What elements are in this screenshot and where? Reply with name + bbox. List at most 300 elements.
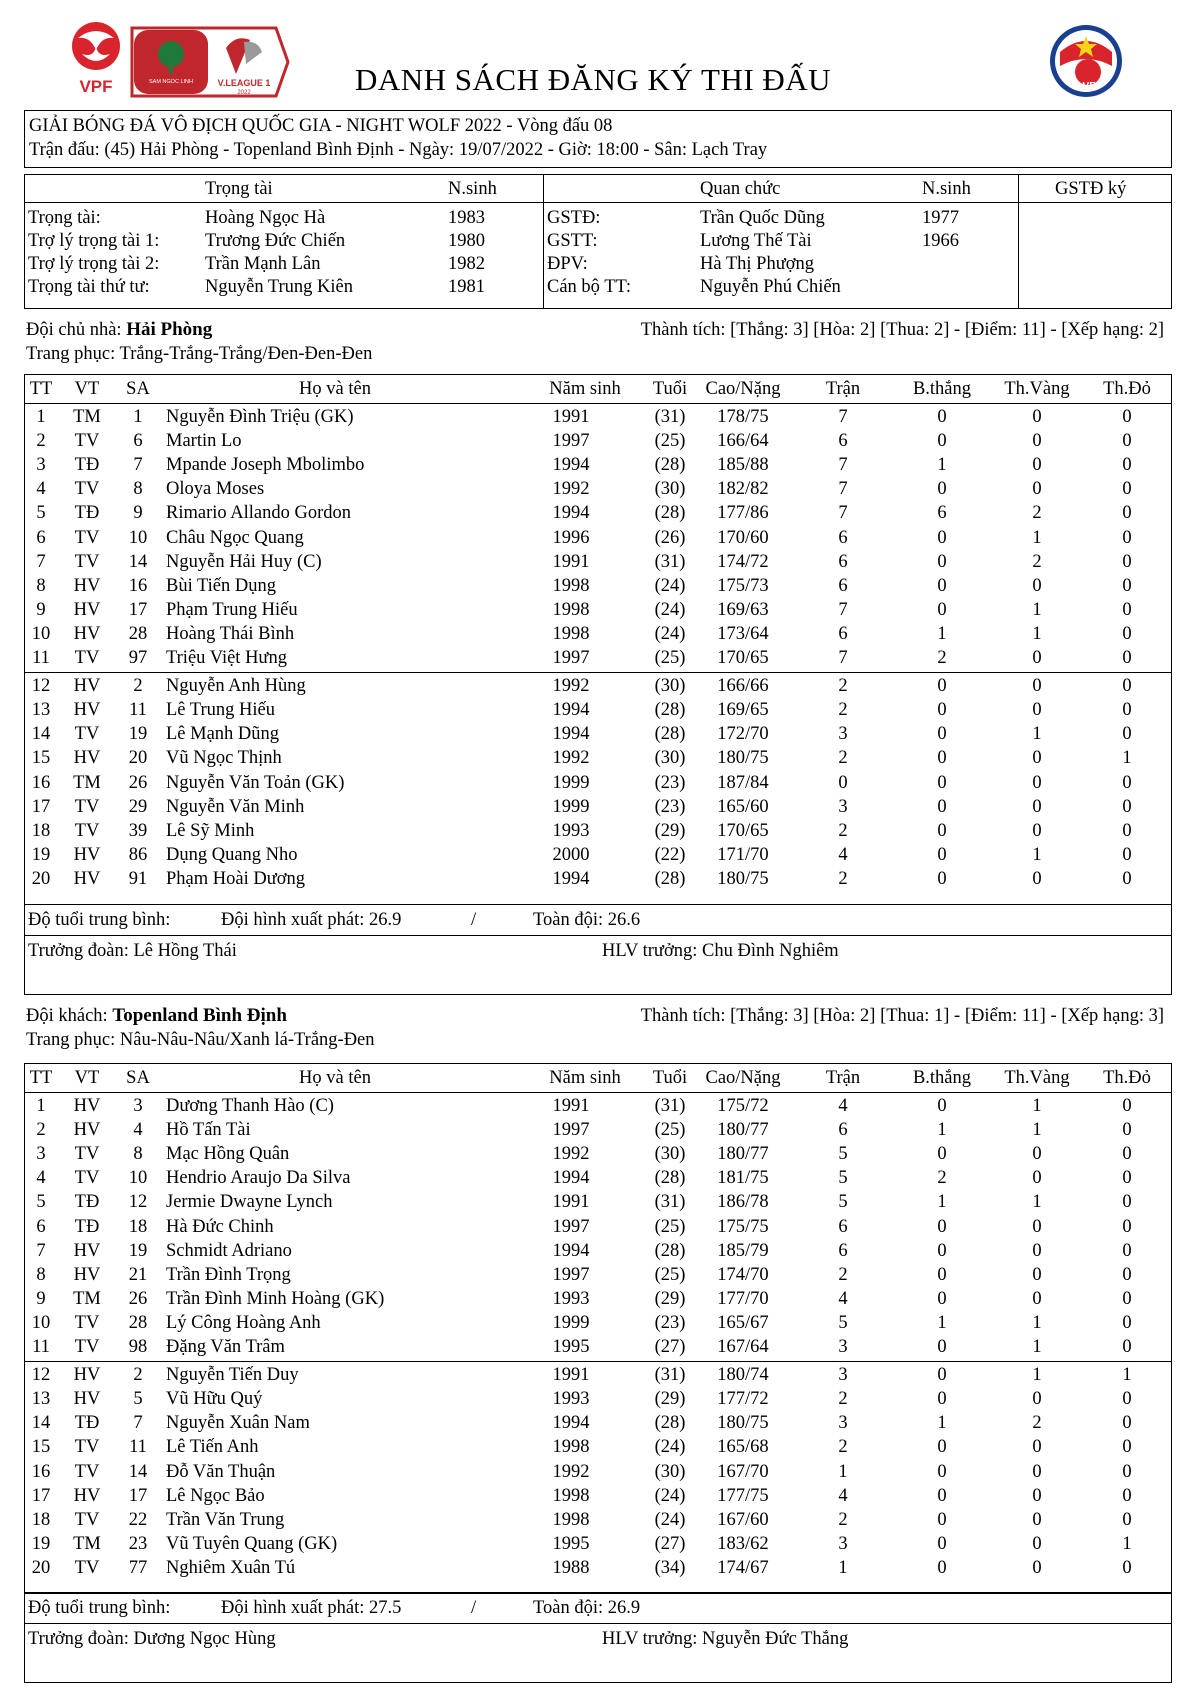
cell-year: 1998 [552,623,590,644]
cell-age: (23) [654,796,686,817]
cell-sa: 91 [128,868,148,889]
cell-vt: TV [74,1337,100,1357]
cell-goals: 0 [937,796,947,817]
cell-sa: 2 [133,1365,143,1386]
cell-sa: 3 [133,1096,143,1116]
cell-matches: 7 [838,479,848,500]
cell-matches: 4 [838,1096,848,1116]
cell-vt: TV [74,1168,100,1189]
away-manager: Trưởng đoàn: Dương Ngọc Hùng [28,1629,276,1649]
cell-hw: 186/78 [717,1192,769,1213]
cell-sa: 20 [128,748,148,769]
cell-year: 1992 [552,676,590,697]
column-header-sa: SA [126,379,150,399]
cell-matches: 2 [838,1437,848,1458]
cell-age: (29) [654,820,686,841]
cell-matches: 2 [838,700,848,721]
cell-red: 0 [1122,648,1132,668]
cell-hw: 169/63 [717,599,769,620]
cell-year: 1995 [552,1337,590,1357]
cell-red: 0 [1122,1168,1132,1189]
cell-tt: 19 [31,1533,51,1554]
cell-sa: 98 [128,1337,148,1357]
cell-name: Nguyễn Xuân Nam [166,1413,310,1434]
cell-goals: 0 [937,1485,947,1506]
cell-yellow: 0 [1032,772,1042,793]
cell-age: (28) [654,1240,686,1261]
cell-yellow: 0 [1032,796,1042,817]
cell-sa: 5 [133,1389,143,1410]
cell-age: (24) [654,623,686,644]
cell-age: (24) [654,1509,686,1530]
referee-role: Trọng tài: [28,208,101,228]
cell-goals: 0 [937,700,947,721]
away-roster-table [24,1063,1172,1594]
cell-tt: 2 [36,1120,46,1141]
cell-year: 1993 [552,1288,590,1309]
cell-age: (31) [654,407,686,427]
cell-matches: 4 [838,1288,848,1309]
cell-hw: 187/84 [717,772,769,793]
cell-sa: 19 [128,724,148,745]
table-row [25,477,1171,501]
table-row [25,1508,1171,1532]
table-row [25,1484,1171,1508]
cell-matches: 6 [838,1120,848,1141]
cell-age: (24) [654,575,686,596]
cell-age: (25) [654,1120,686,1141]
cell-matches: 2 [838,820,848,841]
vleague-logo [126,18,294,106]
cell-red: 0 [1122,1264,1132,1285]
cell-name: Lý Công Hoàng Anh [166,1312,321,1333]
cell-name: Lê Tiến Anh [166,1437,259,1458]
home-roster-table [24,374,1172,905]
cell-hw: 180/75 [717,868,769,889]
away-avg-label: Độ tuổi trung bình: [28,1598,171,1618]
cell-tt: 14 [31,1413,51,1434]
cell-age: (23) [654,1312,686,1333]
cell-hw: 174/72 [717,551,769,572]
cell-matches: 3 [838,796,848,817]
cell-tt: 7 [36,1240,46,1261]
cell-goals: 0 [937,820,947,841]
cell-vt: HV [73,1389,101,1410]
table-row [25,1118,1171,1142]
column-header-vt: VT [74,379,100,399]
cell-tt: 16 [31,1461,51,1482]
cell-name: Đỗ Văn Thuận [166,1461,276,1482]
cell-red: 0 [1122,724,1132,745]
cell-tt: 6 [36,527,46,548]
cell-red: 0 [1122,1216,1132,1237]
cell-age: (30) [654,1461,686,1482]
cell-year: 1998 [552,599,590,620]
cell-sa: 26 [128,1288,148,1309]
cell-red: 1 [1122,748,1132,769]
official-name: Trần Quốc Dũng [700,208,825,228]
cell-name: Hoàng Thái Bình [166,623,295,644]
cell-name: Nguyễn Đình Triệu (GK) [166,407,354,427]
cell-name: Nguyễn Anh Hùng [166,676,306,697]
cell-year: 1998 [552,1485,590,1506]
cell-sa: 16 [128,575,148,596]
cell-year: 1997 [552,1216,590,1237]
cell-goals: 0 [937,1533,947,1554]
officials-header-birth1: N.sinh [448,179,497,199]
cell-name: Mạc Hồng Quân [166,1144,290,1165]
cell-red: 0 [1122,1192,1132,1213]
cell-age: (30) [654,748,686,769]
cell-year: 1992 [552,748,590,769]
table-row [25,1363,1171,1387]
cell-matches: 2 [838,676,848,697]
table-row [25,819,1171,843]
cell-age: (30) [654,1144,686,1165]
cell-sa: 7 [133,455,143,476]
cell-sa: 28 [128,623,148,644]
cell-hw: 177/70 [717,1288,769,1309]
cell-red: 0 [1122,1509,1132,1530]
away-table-header [25,1066,1171,1090]
table-row [25,1387,1171,1411]
cell-yellow: 0 [1032,1264,1042,1285]
referee-role: Trợ lý trọng tài 1: [28,231,160,251]
cell-matches: 3 [838,724,848,745]
cell-matches: 2 [838,1509,848,1530]
cell-red: 0 [1122,844,1132,865]
official-year: 1977 [922,208,959,228]
cell-red: 0 [1122,700,1132,721]
cell-red: 1 [1122,1533,1132,1554]
referee-name: Trần Mạnh Lân [205,254,321,274]
cell-tt: 1 [36,407,46,427]
cell-sa: 39 [128,820,148,841]
cell-tt: 11 [32,1337,50,1357]
cell-sa: 8 [133,479,143,500]
table-row [25,1239,1171,1263]
cell-yellow: 0 [1032,648,1042,668]
cell-age: (27) [654,1533,686,1554]
cell-vt: HV [73,1240,101,1261]
cell-matches: 6 [838,551,848,572]
cell-red: 0 [1122,599,1132,620]
cell-name: Hà Đức Chinh [166,1216,274,1237]
cell-age: (29) [654,1288,686,1309]
cell-name: Jermie Dwayne Lynch [166,1192,333,1213]
cell-matches: 6 [838,527,848,548]
officials-header-official: Quan chức [700,179,781,199]
cell-year: 1995 [552,1533,590,1554]
cell-sa: 22 [128,1509,148,1530]
table-row [25,1311,1171,1335]
away-team-line [26,1004,287,1028]
cell-goals: 0 [937,1144,947,1165]
cell-red: 0 [1122,676,1132,697]
cell-tt: 17 [31,796,51,817]
officials-header-birth2: N.sinh [922,179,971,199]
cell-sa: 17 [128,1485,148,1506]
away-team-label: Đội khách: [26,1006,108,1026]
cell-tt: 19 [31,844,51,865]
cell-hw: 167/60 [717,1509,769,1530]
cell-red: 0 [1122,1461,1132,1482]
cell-sa: 18 [128,1216,148,1237]
cell-hw: 175/72 [717,1096,769,1116]
cell-goals: 1 [937,455,947,476]
cell-vt: HV [73,676,101,697]
cell-yellow: 0 [1032,1557,1042,1578]
away-summary-box [24,1592,1172,1624]
cell-tt: 18 [31,820,51,841]
cell-yellow: 1 [1032,1192,1042,1213]
table-row [25,795,1171,819]
cell-hw: 169/65 [717,700,769,721]
cell-vt: HV [73,700,101,721]
cell-tt: 10 [31,1312,51,1333]
cell-tt: 6 [36,1216,46,1237]
cell-goals: 0 [937,1216,947,1237]
cell-year: 1994 [552,724,590,745]
official-name: Lương Thế Tài [700,231,812,251]
cell-name: Bùi Tiến Dụng [166,575,277,596]
table-row [25,1460,1171,1484]
cell-goals: 0 [937,1288,947,1309]
cell-age: (25) [654,1216,686,1237]
cell-sa: 19 [128,1240,148,1261]
cell-year: 1994 [552,1413,590,1434]
cell-red: 0 [1122,1337,1132,1357]
table-row [25,867,1171,891]
cell-yellow: 0 [1032,1485,1042,1506]
cell-vt: TM [73,407,101,427]
cell-age: (29) [654,1389,686,1410]
column-header-matches: Trận [825,379,861,399]
table-row [25,1094,1171,1118]
cell-red: 0 [1122,1557,1132,1578]
cell-tt: 4 [36,479,46,500]
column-header-year: Năm sinh [549,1068,621,1088]
cell-sa: 9 [133,503,143,524]
cell-tt: 15 [31,748,51,769]
cell-matches: 4 [838,1485,848,1506]
table-row [25,646,1171,670]
cell-yellow: 0 [1032,479,1042,500]
cell-vt: TV [74,820,100,841]
cell-name: Nguyễn Hải Huy (C) [166,551,322,572]
page-title: DANH SÁCH ĐĂNG KÝ THI ĐẤU [355,62,832,97]
cell-sa: 10 [128,527,148,548]
cell-vt: TM [73,1533,101,1554]
official-role: GSTĐ: [547,208,601,228]
referee-name: Nguyễn Trung Kiên [205,277,354,297]
cell-hw: 165/60 [717,796,769,817]
home-avg-label: Độ tuổi trung bình: [28,910,171,930]
cell-age: (31) [654,551,686,572]
cell-red: 0 [1122,1389,1132,1410]
cell-goals: 0 [937,1461,947,1482]
cell-hw: 177/75 [717,1485,769,1506]
cell-hw: 180/77 [717,1144,769,1165]
referee-role: Trợ lý trọng tài 2: [28,254,160,274]
cell-vt: HV [73,623,101,644]
cell-tt: 1 [36,1096,46,1116]
cell-sa: 11 [129,1437,147,1458]
column-header-year: Năm sinh [549,379,621,399]
cell-vt: TV [74,527,100,548]
cell-vt: TV [74,431,100,452]
cell-age: (28) [654,455,686,476]
cell-red: 0 [1122,820,1132,841]
cell-age: (28) [654,868,686,889]
cell-name: Vũ Hữu Quý [166,1389,263,1410]
cell-name: Mpande Joseph Mbolimbo [166,455,365,476]
cell-vt: TĐ [74,1216,100,1237]
cell-vt: TM [73,772,101,793]
cell-name: Vũ Tuyên Quang (GK) [166,1533,338,1554]
cell-tt: 20 [31,868,51,889]
away-coach: HLV trưởng: Nguyễn Đức Thắng [602,1629,849,1649]
official-role: Cán bộ TT: [547,277,632,297]
cell-hw: 175/73 [717,575,769,596]
cell-hw: 167/64 [717,1337,769,1357]
cell-yellow: 1 [1032,599,1042,620]
cell-name: Trần Đình Minh Hoàng (GK) [166,1288,385,1309]
cell-red: 0 [1122,623,1132,644]
cell-vt: HV [73,844,101,865]
cell-red: 0 [1122,796,1132,817]
home-coach: HLV trưởng: Chu Đình Nghiêm [602,941,839,961]
cell-red: 0 [1122,527,1132,548]
table-row [25,526,1171,550]
away-kit: Trang phục: Nâu-Nâu-Nâu/Xanh lá-Trắng-Đen [26,1030,375,1050]
cell-hw: 165/67 [717,1312,769,1333]
cell-year: 1993 [552,1389,590,1410]
cell-red: 0 [1122,1288,1132,1309]
cell-hw: 185/79 [717,1240,769,1261]
official-role: GSTT: [547,231,598,251]
cell-yellow: 2 [1032,503,1042,524]
table-row [25,1190,1171,1214]
home-staff-box [24,935,1172,995]
referee-year: 1981 [448,277,485,297]
cell-matches: 0 [838,772,848,793]
cell-matches: 2 [838,748,848,769]
cell-red: 0 [1122,1437,1132,1458]
cell-hw: 166/64 [717,431,769,452]
home-kit: Trang phục: Trắng-Trắng-Trắng/Đen-Đen-Đen [26,344,373,364]
cell-red: 0 [1122,1413,1132,1434]
cell-hw: 182/82 [717,479,769,500]
cell-red: 1 [1122,1365,1132,1386]
cell-sa: 17 [128,599,148,620]
cell-year: 1996 [552,527,590,548]
home-record: Thành tích: [Thắng: 3] [Hòa: 2] [Thua: 2] - [Điểm: 11] - [Xếp hạng: 2] [640,320,1164,340]
cell-vt: TV [74,1144,100,1165]
cell-age: (30) [654,676,686,697]
home-summary-box [24,904,1172,936]
cell-hw: 171/70 [717,844,769,865]
cell-yellow: 0 [1032,1461,1042,1482]
table-row [25,405,1171,429]
cell-red: 0 [1122,503,1132,524]
cell-matches: 1 [838,1557,848,1578]
cell-vt: TV [74,1509,100,1530]
cell-hw: 175/75 [717,1216,769,1237]
cell-goals: 0 [937,772,947,793]
cell-age: (22) [654,844,686,865]
match-info-box [24,110,1172,168]
away-avg-start: Đội hình xuất phát: 27.5 [221,1598,402,1618]
away-staff-box [24,1623,1172,1683]
cell-hw: 180/75 [717,1413,769,1434]
officials-box [24,174,1172,309]
table-row [25,1287,1171,1311]
cell-year: 1991 [552,1192,590,1213]
table-row [25,722,1171,746]
cell-yellow: 0 [1032,820,1042,841]
cell-goals: 0 [937,676,947,697]
cell-name: Schmidt Adriano [166,1240,292,1261]
table-row [25,1142,1171,1166]
cell-year: 1991 [552,551,590,572]
cell-sa: 26 [128,772,148,793]
match-line: Trận đấu: (45) Hải Phòng - Topenland Bình Định - Ngày: 19/07/2022 - Giờ: 18:00 - Sân: Lạch Tray [29,140,768,160]
column-header-hw: Cao/Nặng [705,379,781,399]
cell-name: Hồ Tấn Tài [166,1120,251,1141]
cell-matches: 7 [838,407,848,427]
cell-name: Lê Mạnh Dũng [166,724,280,745]
cell-name: Phạm Trung Hiếu [166,599,298,620]
cell-matches: 2 [838,1389,848,1410]
away-team-name: Topenland Bình Định [112,1005,287,1026]
cell-red: 0 [1122,772,1132,793]
cell-yellow: 0 [1032,1144,1042,1165]
cell-red: 0 [1122,1144,1132,1165]
column-header-hw: Cao/Nặng [705,1068,781,1088]
cell-age: (25) [654,648,686,668]
home-avg-start: Đội hình xuất phát: 26.9 [221,910,402,930]
table-row [25,574,1171,598]
cell-year: 1998 [552,1509,590,1530]
cell-year: 1994 [552,700,590,721]
cell-vt: TĐ [74,1192,100,1213]
cell-name: Nguyễn Văn Minh [166,796,305,817]
cell-year: 1991 [552,1365,590,1386]
column-header-matches: Trận [825,1068,861,1088]
cell-hw: 178/75 [717,407,769,427]
cell-hw: 185/88 [717,455,769,476]
cell-year: 2000 [552,844,590,865]
cell-tt: 14 [31,724,51,745]
cell-matches: 5 [838,1144,848,1165]
cell-year: 1994 [552,1168,590,1189]
cell-sa: 4 [133,1120,143,1141]
cell-matches: 5 [838,1168,848,1189]
cell-vt: HV [73,868,101,889]
cell-goals: 1 [937,623,947,644]
cell-age: (28) [654,503,686,524]
cell-sa: 2 [133,676,143,697]
cell-vt: HV [73,1096,101,1116]
cell-yellow: 1 [1032,1312,1042,1333]
vleague-sponsor-text: SAM NGOC LINH [148,79,194,85]
cell-vt: HV [73,1485,101,1506]
cell-tt: 8 [36,1264,46,1285]
vleague-text: V.LEAGUE 1 [217,78,271,88]
cell-age: (24) [654,1437,686,1458]
cell-age: (31) [654,1192,686,1213]
